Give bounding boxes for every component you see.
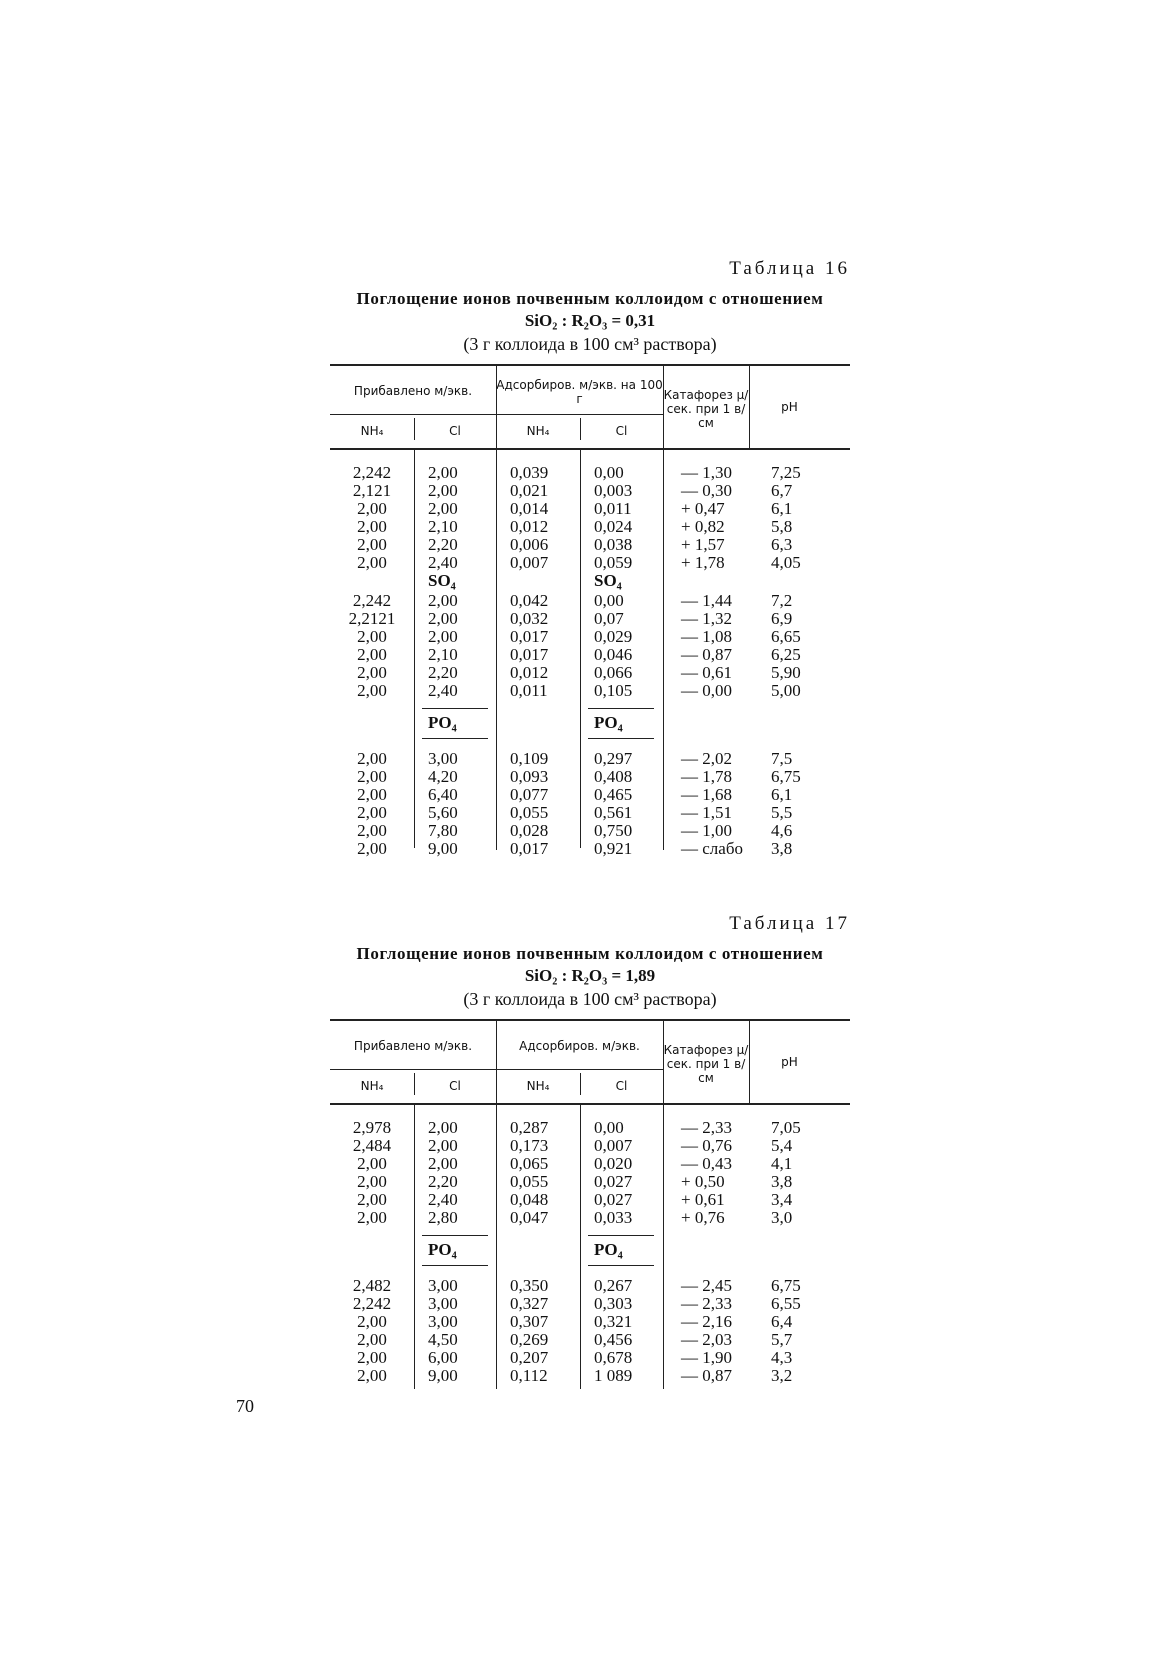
table-cell: 0,012 bbox=[510, 663, 549, 682]
table-cell: 0,00 bbox=[594, 463, 624, 482]
table-cell: 5,4 bbox=[771, 1136, 793, 1155]
table-cell: — 0,30 bbox=[681, 481, 732, 500]
table-cell: 6,7 bbox=[771, 481, 793, 500]
data-table-17 bbox=[330, 1019, 850, 1385]
table-cell: PO₄ bbox=[428, 713, 457, 732]
table-cell: 0,321 bbox=[594, 1312, 633, 1331]
table-title: Поглощение ионов почвенным коллоидом с отношением bbox=[356, 289, 824, 308]
table-cell: 2,10 bbox=[428, 517, 458, 536]
table-cell: 0,561 bbox=[594, 803, 633, 822]
table-cell: + 0,61 bbox=[681, 1190, 725, 1209]
table-cell: 2,00 bbox=[357, 1348, 387, 1367]
table-cell: 0,065 bbox=[510, 1154, 549, 1173]
header-cl-adsorbed: Cl bbox=[615, 1079, 628, 1093]
table-cell: 3,8 bbox=[771, 839, 793, 858]
table-cell: 2,00 bbox=[428, 481, 458, 500]
header-rule bbox=[414, 418, 415, 440]
table-cell: 0,017 bbox=[510, 839, 549, 858]
row-group-po4 bbox=[330, 746, 850, 858]
table-cell: 0,027 bbox=[594, 1190, 633, 1209]
table-cell: 2,484 bbox=[352, 1136, 392, 1155]
table-cell: 0,307 bbox=[510, 1312, 549, 1331]
table-cell: 2,2121 bbox=[348, 609, 396, 628]
header-cl: Cl bbox=[449, 1079, 461, 1093]
column-rule bbox=[414, 450, 415, 848]
table-cell: 0,00 bbox=[594, 591, 624, 610]
table-cell: 0,048 bbox=[510, 1190, 549, 1209]
table-cell: 2,00 bbox=[428, 1154, 458, 1173]
table-cell: 2,00 bbox=[357, 663, 387, 682]
table-cell: 0,093 bbox=[510, 767, 549, 786]
table-cell: 1 089 bbox=[594, 1366, 633, 1385]
table-cell: 5,5 bbox=[771, 803, 793, 822]
table-cell: 0,027 bbox=[594, 1172, 633, 1191]
table-cell: PO₄ bbox=[594, 713, 623, 732]
table-cell: 0,408 bbox=[594, 767, 633, 786]
header-cataphoresis: Катафорез μ/сек. при 1 в/см bbox=[663, 388, 749, 430]
table-ratio: SiO₂ : R₂O₃ = 0,31 bbox=[524, 311, 656, 330]
table-cell: 7,2 bbox=[771, 591, 793, 610]
row-group-cl bbox=[330, 464, 850, 572]
table-cell: 0,059 bbox=[594, 553, 633, 572]
table-cell: 0,006 bbox=[510, 535, 549, 554]
table-cell: 3,0 bbox=[771, 1208, 793, 1227]
table-cell: — 1,68 bbox=[681, 785, 732, 804]
table-cell: 3,4 bbox=[771, 1190, 793, 1209]
table-cell: — 0,00 bbox=[681, 681, 732, 700]
table-cell bbox=[330, 572, 414, 592]
table-row bbox=[330, 464, 850, 482]
table-cell: 2,00 bbox=[357, 839, 387, 858]
table-cell: 0,020 bbox=[594, 1154, 633, 1173]
column-rule bbox=[496, 1021, 497, 1389]
column-rule bbox=[663, 1021, 664, 1389]
row-group-so4 bbox=[330, 592, 850, 700]
table-row bbox=[330, 1313, 850, 1331]
table-subtitle: (3 г коллоида в 100 см³ раствора) bbox=[463, 989, 717, 1009]
table-cell: — 1,51 bbox=[681, 803, 732, 822]
table-row bbox=[330, 500, 850, 518]
table-cell: 5,8 bbox=[771, 517, 793, 536]
table-cell: 6,1 bbox=[771, 499, 793, 518]
table-cell: 0,287 bbox=[510, 1118, 549, 1137]
table-cell: 2,00 bbox=[357, 1312, 387, 1331]
table-cell: 0,011 bbox=[594, 499, 632, 518]
table-cell: 2,00 bbox=[357, 1330, 387, 1349]
table-cell: 2,20 bbox=[428, 663, 458, 682]
data-table-16 bbox=[330, 364, 850, 858]
table-cell: 2,00 bbox=[357, 1208, 387, 1227]
table-cell: 2,00 bbox=[428, 609, 458, 628]
table-cell bbox=[496, 700, 580, 746]
table-cell: 6,75 bbox=[771, 767, 801, 786]
table-cell: 4,1 bbox=[771, 1154, 793, 1173]
table-cell: 0,014 bbox=[510, 499, 549, 518]
table-row bbox=[330, 1331, 850, 1349]
table-cell: 2,00 bbox=[357, 749, 387, 768]
table-body bbox=[330, 1105, 850, 1385]
table-cell: 2,00 bbox=[357, 785, 387, 804]
table-cell: 4,3 bbox=[771, 1348, 793, 1367]
table-cell: 0,105 bbox=[594, 681, 633, 700]
column-rule bbox=[663, 366, 664, 850]
table-cell: — 2,02 bbox=[681, 749, 732, 768]
table-cell: + 0,82 bbox=[681, 517, 725, 536]
table-cell: 2,00 bbox=[357, 553, 387, 572]
table-row bbox=[330, 1209, 850, 1227]
table-cell bbox=[663, 700, 749, 746]
table-cell: — 0,76 bbox=[681, 1136, 732, 1155]
table-cell: 0,007 bbox=[594, 1136, 633, 1155]
table-cell: 2,121 bbox=[352, 481, 392, 500]
header-rule bbox=[580, 1073, 581, 1095]
table-cell: 3,00 bbox=[428, 749, 458, 768]
table-cell: 3,8 bbox=[771, 1172, 793, 1191]
header-nh4-adsorbed: NH₄ bbox=[526, 424, 550, 438]
table-title: Поглощение ионов почвенным коллоидом с отношением bbox=[356, 944, 824, 963]
table-cell: 3,2 bbox=[771, 1366, 793, 1385]
table-cell: 0,011 bbox=[510, 681, 548, 700]
table-cell: 2,40 bbox=[428, 681, 458, 700]
table-cell: 3,00 bbox=[428, 1294, 458, 1313]
table-row bbox=[330, 1191, 850, 1209]
table-cell: — 2,33 bbox=[681, 1294, 732, 1313]
table-cell: 2,00 bbox=[357, 803, 387, 822]
table-row bbox=[330, 664, 850, 682]
table-cell: 6,9 bbox=[771, 609, 793, 628]
header-adsorbed: Адсорбиров. м/экв. на 100 г bbox=[496, 378, 663, 406]
table-cell bbox=[749, 1227, 830, 1273]
group-rule bbox=[422, 738, 488, 739]
table-row bbox=[330, 768, 850, 786]
header-cl-adsorbed: Cl bbox=[615, 424, 628, 438]
table-cell: — 1,08 bbox=[681, 627, 732, 646]
table-cell: 2,242 bbox=[352, 463, 392, 482]
table-cell: SO₄ bbox=[594, 571, 622, 590]
table-row bbox=[330, 840, 850, 858]
table-cell: 2,00 bbox=[357, 1366, 387, 1385]
table-cell: 2,242 bbox=[352, 1294, 392, 1313]
table-cell: PO₄ bbox=[594, 1240, 623, 1259]
table-cell bbox=[749, 572, 830, 592]
table-header bbox=[330, 366, 850, 450]
table-cell: 4,6 bbox=[771, 821, 793, 840]
table-row bbox=[330, 610, 850, 628]
group-rule bbox=[588, 1265, 654, 1266]
table-cell: 0,046 bbox=[594, 645, 633, 664]
group-rule bbox=[422, 1235, 488, 1236]
table-cell: 0,109 bbox=[510, 749, 549, 768]
header-rule bbox=[414, 1073, 415, 1095]
table-cell: — 2,45 bbox=[681, 1276, 732, 1295]
table-cell: 2,978 bbox=[352, 1118, 392, 1137]
table-cell: 0,465 bbox=[594, 785, 633, 804]
table-cell: 2,00 bbox=[428, 499, 458, 518]
table-cell: 6,75 bbox=[771, 1276, 801, 1295]
table-cell: 6,40 bbox=[428, 785, 458, 804]
table-cell: 7,5 bbox=[771, 749, 793, 768]
table-cell: 0,303 bbox=[594, 1294, 633, 1313]
table-row bbox=[330, 536, 850, 554]
table-cell: 0,021 bbox=[510, 481, 549, 500]
header-cataphoresis: Катафорез μ/сек. при 1 в/см bbox=[663, 1043, 749, 1085]
table-cell: — 1,44 bbox=[681, 591, 732, 610]
table-row bbox=[330, 1137, 850, 1155]
header-added: Прибавлено м/экв. bbox=[353, 1039, 473, 1053]
table-cell: 4,05 bbox=[771, 553, 801, 572]
table-cell: 2,00 bbox=[357, 535, 387, 554]
group-rule bbox=[588, 738, 654, 739]
table-17-block bbox=[330, 913, 850, 1385]
table-cell: 2,242 bbox=[352, 591, 392, 610]
table-cell bbox=[496, 1227, 580, 1273]
table-cell: 0,07 bbox=[594, 609, 624, 628]
table-cell: 0,032 bbox=[510, 609, 549, 628]
table-cell: 0,750 bbox=[594, 821, 633, 840]
table-row bbox=[330, 1277, 850, 1295]
table-cell: 2,00 bbox=[357, 645, 387, 664]
table-cell bbox=[749, 700, 830, 746]
table-cell: 2,00 bbox=[357, 767, 387, 786]
table-row bbox=[330, 518, 850, 536]
table-cell: 0,173 bbox=[510, 1136, 549, 1155]
table-subtitle: (3 г коллоида в 100 см³ раствора) bbox=[463, 334, 717, 354]
table-cell: 0,269 bbox=[510, 1330, 549, 1349]
header-cl: Cl bbox=[449, 424, 461, 438]
table-cell: 0,456 bbox=[594, 1330, 633, 1349]
table-cell: 0,921 bbox=[594, 839, 633, 858]
table-cell: 2,482 bbox=[352, 1276, 392, 1295]
table-cell: 0,017 bbox=[510, 645, 549, 664]
anion-separator-po4 bbox=[330, 700, 850, 746]
table-cell: — 2,03 bbox=[681, 1330, 732, 1349]
table-cell: — 1,00 bbox=[681, 821, 732, 840]
table-row bbox=[330, 628, 850, 646]
header-added: Прибавлено м/экв. bbox=[353, 384, 473, 398]
table-cell: — 1,78 bbox=[681, 767, 732, 786]
table-cell: 6,4 bbox=[771, 1312, 793, 1331]
table-cell: 2,00 bbox=[428, 591, 458, 610]
table-cell: — 0,43 bbox=[681, 1154, 732, 1173]
table-row bbox=[330, 804, 850, 822]
table-row bbox=[330, 1295, 850, 1313]
table-cell: 6,55 bbox=[771, 1294, 801, 1313]
table-cell: 2,00 bbox=[428, 627, 458, 646]
table-row bbox=[330, 786, 850, 804]
table-row bbox=[330, 646, 850, 664]
group-rule bbox=[588, 1235, 654, 1236]
table-cell: 0,267 bbox=[594, 1276, 633, 1295]
group-rule bbox=[422, 1265, 488, 1266]
table-ratio: SiO₂ : R₂O₃ = 1,89 bbox=[524, 966, 656, 985]
table-cell: — 1,32 bbox=[681, 609, 732, 628]
header-adsorbed: Адсорбиров. м/экв. bbox=[519, 1039, 640, 1053]
table-cell: 2,10 bbox=[428, 645, 458, 664]
table-row bbox=[330, 1367, 850, 1385]
table-cell: 6,25 bbox=[771, 645, 801, 664]
header-rule bbox=[580, 418, 581, 440]
table-cell: + 1,78 bbox=[681, 553, 725, 572]
page-number: 70 bbox=[236, 1396, 254, 1416]
table-cell: 3,00 bbox=[428, 1312, 458, 1331]
table-row bbox=[330, 1119, 850, 1137]
table-cell: 2,40 bbox=[428, 553, 458, 572]
group-rule bbox=[588, 708, 654, 709]
table-cell: 0,066 bbox=[594, 663, 633, 682]
table-cell: 2,00 bbox=[357, 627, 387, 646]
table-cell: 2,40 bbox=[428, 1190, 458, 1209]
table-cell: 7,25 bbox=[771, 463, 801, 482]
table-cell: 0,678 bbox=[594, 1348, 633, 1367]
table-cell: 0,077 bbox=[510, 785, 549, 804]
table-row bbox=[330, 554, 850, 572]
table-cell: 0,012 bbox=[510, 517, 549, 536]
table-header bbox=[330, 1021, 850, 1105]
table-number: Таблица 17 bbox=[729, 913, 850, 934]
table-cell: 2,00 bbox=[357, 681, 387, 700]
table-cell: 0,047 bbox=[510, 1208, 549, 1227]
table-row bbox=[330, 1155, 850, 1173]
table-cell: 9,00 bbox=[428, 839, 458, 858]
table-cell: 0,112 bbox=[510, 1366, 548, 1385]
table-cell: 6,65 bbox=[771, 627, 801, 646]
header-ph: pH bbox=[781, 400, 798, 414]
header-nh4-adsorbed: NH₄ bbox=[526, 1079, 550, 1093]
header-nh4: NH₄ bbox=[360, 1079, 384, 1093]
table-cell: 6,3 bbox=[771, 535, 793, 554]
table-cell: 5,00 bbox=[771, 681, 801, 700]
table-cell: 0,055 bbox=[510, 1172, 549, 1191]
table-cell: — 1,30 bbox=[681, 463, 732, 482]
table-cell: 4,20 bbox=[428, 767, 458, 786]
table-cell: 0,033 bbox=[594, 1208, 633, 1227]
table-row bbox=[330, 482, 850, 500]
table-cell bbox=[330, 1227, 414, 1273]
table-cell: 5,60 bbox=[428, 803, 458, 822]
table-row bbox=[330, 1349, 850, 1367]
table-cell: 0,350 bbox=[510, 1276, 549, 1295]
anion-separator-so4 bbox=[330, 572, 850, 592]
table-number: Таблица 16 bbox=[729, 258, 850, 279]
table-cell: 0,028 bbox=[510, 821, 549, 840]
table-cell: 2,00 bbox=[357, 821, 387, 840]
table-cell: 7,80 bbox=[428, 821, 458, 840]
table-cell: 0,039 bbox=[510, 463, 549, 482]
table-cell: 2,00 bbox=[428, 463, 458, 482]
table-cell: 0,055 bbox=[510, 803, 549, 822]
table-cell bbox=[663, 1227, 749, 1273]
row-group-po4 bbox=[330, 1273, 850, 1385]
table-cell: 2,00 bbox=[357, 517, 387, 536]
table-cell: 6,1 bbox=[771, 785, 793, 804]
row-group-cl bbox=[330, 1119, 850, 1227]
table-cell: 0,038 bbox=[594, 535, 633, 554]
table-cell: 0,00 bbox=[594, 1118, 624, 1137]
table-cell: — 0,61 bbox=[681, 663, 732, 682]
table-cell: 0,007 bbox=[510, 553, 549, 572]
table-cell: + 0,76 bbox=[681, 1208, 725, 1227]
group-rule bbox=[422, 708, 488, 709]
table-cell: 4,50 bbox=[428, 1330, 458, 1349]
table-cell: — 0,87 bbox=[681, 645, 732, 664]
table-16-block bbox=[330, 258, 850, 858]
table-row bbox=[330, 822, 850, 840]
table-cell: + 0,47 bbox=[681, 499, 725, 518]
table-cell: PO₄ bbox=[428, 1240, 457, 1259]
table-cell: 0,003 bbox=[594, 481, 633, 500]
table-cell: 2,00 bbox=[428, 1118, 458, 1137]
table-cell: 6,00 bbox=[428, 1348, 458, 1367]
table-cell: 0,297 bbox=[594, 749, 633, 768]
table-cell: 7,05 bbox=[771, 1118, 801, 1137]
table-cell: + 1,57 bbox=[681, 535, 725, 554]
table-row bbox=[330, 1173, 850, 1191]
table-cell: — слабо bbox=[681, 839, 743, 858]
table-cell: 2,00 bbox=[357, 1172, 387, 1191]
table-cell: 2,00 bbox=[428, 1136, 458, 1155]
table-cell: 5,90 bbox=[771, 663, 801, 682]
column-rule bbox=[749, 1021, 750, 1105]
table-row bbox=[330, 682, 850, 700]
table-cell: 0,042 bbox=[510, 591, 549, 610]
header-ph: pH bbox=[781, 1055, 798, 1069]
table-row bbox=[330, 592, 850, 610]
table-cell bbox=[330, 700, 414, 746]
table-body bbox=[330, 450, 850, 858]
table-cell: — 2,16 bbox=[681, 1312, 732, 1331]
table-cell: 2,20 bbox=[428, 535, 458, 554]
table-cell: + 0,50 bbox=[681, 1172, 725, 1191]
table-cell: 0,207 bbox=[510, 1348, 549, 1367]
table-cell: — 1,90 bbox=[681, 1348, 732, 1367]
table-cell bbox=[496, 572, 580, 592]
table-cell: 5,7 bbox=[771, 1330, 793, 1349]
table-cell: — 0,87 bbox=[681, 1366, 732, 1385]
table-cell bbox=[663, 572, 749, 592]
table-cell: SO₄ bbox=[428, 571, 456, 590]
table-cell: 2,00 bbox=[357, 1154, 387, 1173]
table-cell: 2,00 bbox=[357, 499, 387, 518]
table-cell: 3,00 bbox=[428, 1276, 458, 1295]
column-rule bbox=[496, 366, 497, 850]
anion-separator-po4 bbox=[330, 1227, 850, 1273]
table-row bbox=[330, 750, 850, 768]
table-cell: 0,024 bbox=[594, 517, 633, 536]
table-cell: 0,017 bbox=[510, 627, 549, 646]
table-cell: 2,80 bbox=[428, 1208, 458, 1227]
column-rule bbox=[749, 366, 750, 450]
table-cell: 0,029 bbox=[594, 627, 633, 646]
table-cell: 2,20 bbox=[428, 1172, 458, 1191]
column-rule bbox=[580, 450, 581, 848]
table-cell: — 2,33 bbox=[681, 1118, 732, 1137]
table-cell: 2,00 bbox=[357, 1190, 387, 1209]
header-nh4: NH₄ bbox=[360, 424, 384, 438]
table-cell: 9,00 bbox=[428, 1366, 458, 1385]
table-cell: 0,327 bbox=[510, 1294, 549, 1313]
